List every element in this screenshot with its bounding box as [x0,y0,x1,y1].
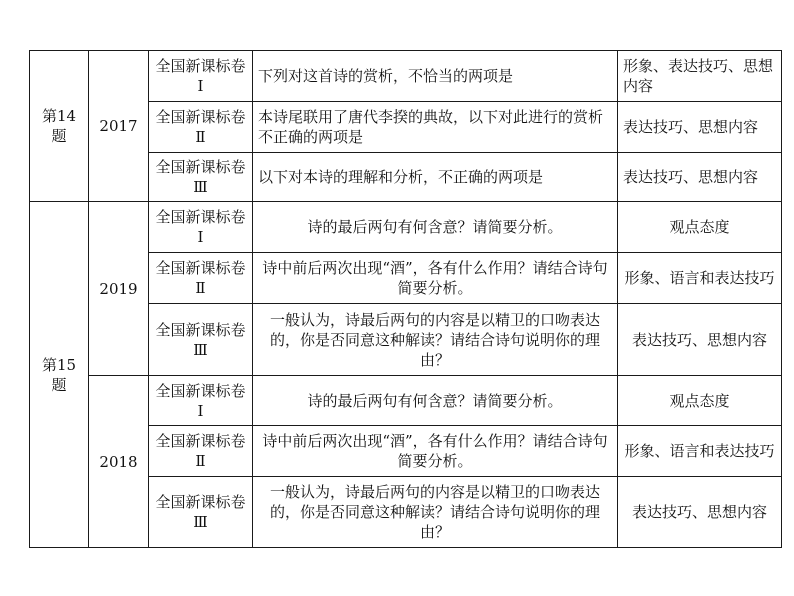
assessment-type-cell: 表达技巧、思想内容 [618,304,782,376]
question-text-cell: 一般认为，诗最后两句的内容是以精卫的口吻表达的，你是否同意这种解读？请结合诗句说明你的理由？ [253,304,618,376]
assessment-type-cell: 形象、语言和表达技巧 [618,253,782,304]
year-cell: 2018 [89,376,149,548]
question-text-cell: 诗的最后两句有何含意？请简要分析。 [253,376,618,426]
question-text-cell: 下列对这首诗的赏析，不恰当的两项是 [253,51,618,102]
question-text-cell: 诗的最后两句有何含意？请简要分析。 [253,202,618,253]
paper-cell: 全国新课标卷Ⅰ [149,376,253,426]
paper-cell: 全国新课标卷Ⅲ [149,304,253,376]
paper-cell: 全国新课标卷Ⅱ [149,253,253,304]
assessment-type-cell: 观点态度 [618,202,782,253]
assessment-type-cell: 表达技巧、思想内容 [618,102,782,153]
question-number-cell: 第14题 [30,51,89,202]
paper-cell: 全国新课标卷Ⅱ [149,426,253,477]
question-text-cell: 以下对本诗的理解和分析，不正确的两项是 [253,153,618,202]
table-row [30,202,782,253]
assessment-type-cell: 观点态度 [618,376,782,426]
assessment-type-cell: 形象、语言和表达技巧 [618,426,782,477]
assessment-type-cell: 形象、表达技巧、思想内容 [618,51,782,102]
paper-cell: 全国新课标卷Ⅰ [149,202,253,253]
question-text-cell: 诗中前后两次出现“酒”，各有什么作用？请结合诗句简要分析。 [253,253,618,304]
question-text-cell: 一般认为，诗最后两句的内容是以精卫的口吻表达的，你是否同意这种解读？请结合诗句说明你的理由？ [253,477,618,548]
paper-cell: 全国新课标卷Ⅰ [149,51,253,102]
exam-question-table [29,50,782,548]
paper-cell: 全国新课标卷Ⅲ [149,477,253,548]
year-cell: 2019 [89,202,149,376]
paper-cell: 全国新课标卷Ⅱ [149,102,253,153]
table-row [30,376,782,426]
year-cell: 2017 [89,51,149,202]
assessment-type-cell: 表达技巧、思想内容 [618,153,782,202]
assessment-type-cell: 表达技巧、思想内容 [618,477,782,548]
table-row [30,51,782,102]
paper-cell: 全国新课标卷Ⅲ [149,153,253,202]
question-number-cell: 第15题 [30,202,89,548]
question-text-cell: 本诗尾联用了唐代李揆的典故，以下对此进行的赏析不正确的两项是 [253,102,618,153]
question-text-cell: 诗中前后两次出现“酒”，各有什么作用？请结合诗句简要分析。 [253,426,618,477]
